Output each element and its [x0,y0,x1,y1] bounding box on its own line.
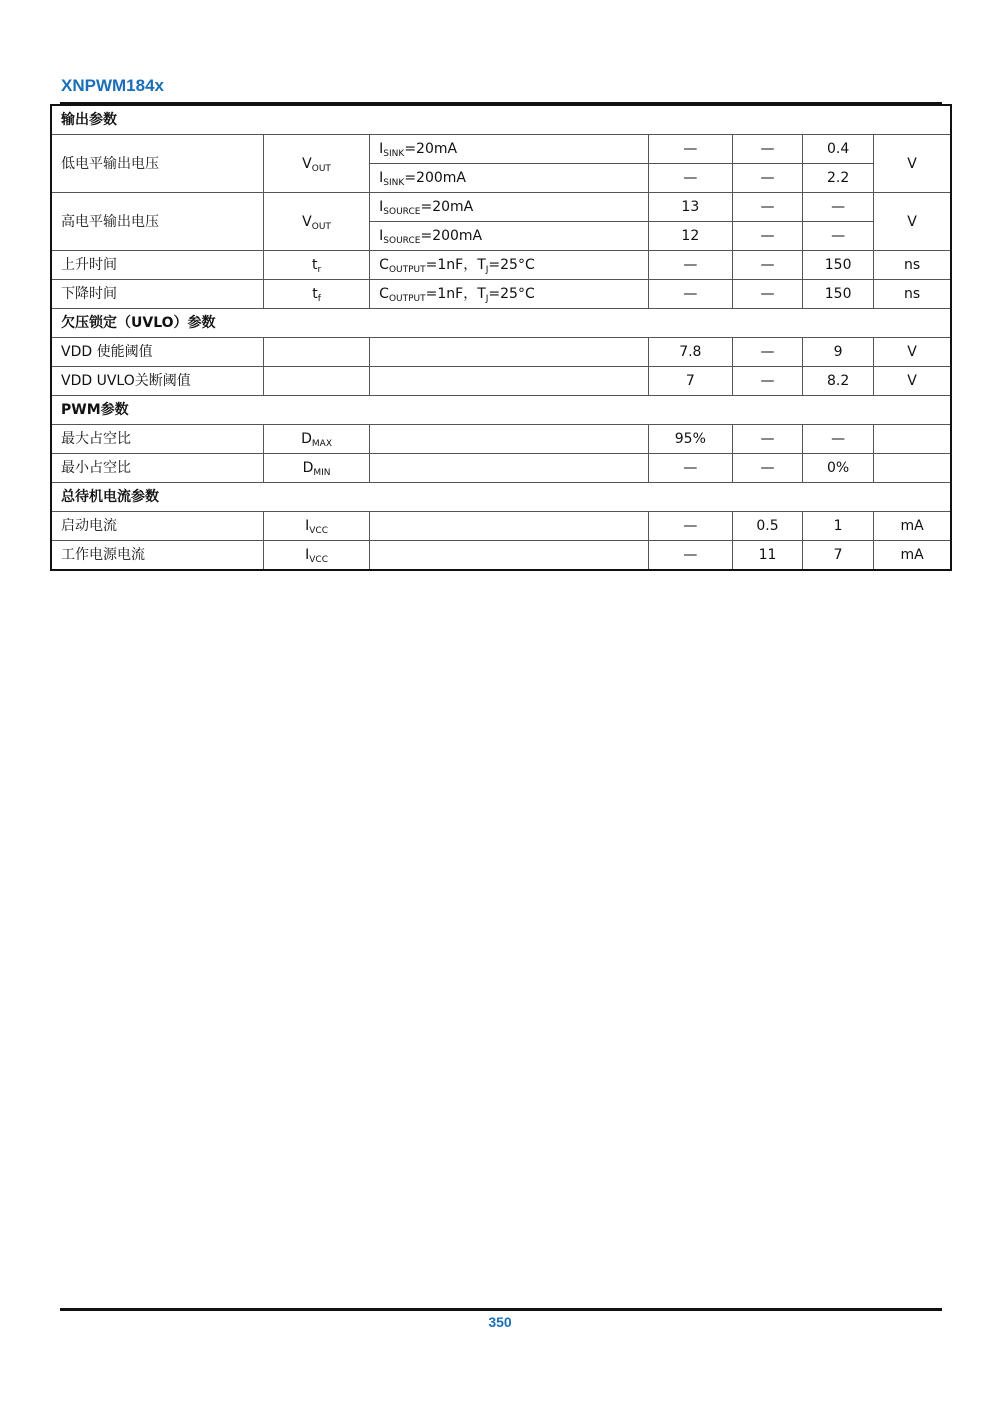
min-value: 7 [648,367,732,396]
param-symbol: $I_{VCC}$ [263,512,369,541]
param-name: VDD 使能阈值 [51,338,263,367]
table-row-tf [51,280,951,309]
max-value: — [803,425,874,454]
min-value: — [648,512,732,541]
test-condition: $I_{SOURCE}=200mA$ [370,222,649,251]
max-value: — [803,222,874,251]
table-row-voh-1 [51,193,951,222]
max-value: 150 [803,280,874,309]
param-name: 低电平输出电压 [51,135,263,193]
max-value: 2.2 [803,164,874,193]
unit: V [874,193,951,251]
typ-value: — [732,164,802,193]
section-title: 总待机电流参数 [51,483,951,512]
test-condition [370,425,649,454]
max-value: 1 [803,512,874,541]
min-value: — [648,541,732,571]
max-value: 7 [803,541,874,571]
electrical-characteristics-table [50,104,952,571]
table-row-vol-1 [51,135,951,164]
param-name: 上升时间 [51,251,263,280]
section-row-output [51,105,951,135]
page-number: 350 [488,1314,512,1330]
typ-value: 11 [732,541,802,571]
section-title: 欠压锁定（UVLO）参数 [51,309,951,338]
test-condition: $I_{SOURCE}=20mA$ [370,193,649,222]
test-condition: $I_{SINK}=200mA$ [370,164,649,193]
typ-value: — [732,193,802,222]
max-value: 150 [803,251,874,280]
max-value: — [803,193,874,222]
min-value: — [648,164,732,193]
param-name: 最小占空比 [51,454,263,483]
min-value: 12 [648,222,732,251]
min-value: — [648,135,732,164]
param-symbol: $t_f$ [263,280,369,309]
param-name: 启动电流 [51,512,263,541]
test-condition [370,338,649,367]
typ-value: — [732,135,802,164]
unit [874,454,951,483]
param-symbol: $t_r$ [263,251,369,280]
param-name: 下降时间 [51,280,263,309]
section-title: PWM参数 [51,396,951,425]
table-row-dmin [51,454,951,483]
test-condition [370,512,649,541]
table-row-dmax [51,425,951,454]
param-name: VDD UVLO关断阈值 [51,367,263,396]
typ-value: — [732,367,802,396]
typ-value: — [732,222,802,251]
section-row-pwm [51,396,951,425]
test-condition: $I_{SINK}=20mA$ [370,135,649,164]
min-value: — [648,454,732,483]
param-symbol [263,338,369,367]
param-symbol: $V_{OUT}$ [263,193,369,251]
unit: V [874,367,951,396]
document-title: XNPWM184x [61,76,164,95]
table-row-istart [51,512,951,541]
unit: ns [874,251,951,280]
typ-value: — [732,251,802,280]
test-condition [370,454,649,483]
table-row-iop [51,541,951,571]
param-symbol: $D_{MAX}$ [263,425,369,454]
table-row-vdd-on [51,338,951,367]
unit [874,425,951,454]
param-name: 工作电源电流 [51,541,263,571]
test-condition [370,541,649,571]
max-value: 9 [803,338,874,367]
param-symbol: $D_{MIN}$ [263,454,369,483]
min-value: — [648,251,732,280]
max-value: 0% [803,454,874,483]
max-value: 0.4 [803,135,874,164]
typ-value: 0.5 [732,512,802,541]
test-condition [370,367,649,396]
typ-value: — [732,280,802,309]
unit: V [874,338,951,367]
table-row-vdd-off [51,367,951,396]
param-name: 最大占空比 [51,425,263,454]
unit: V [874,135,951,193]
typ-value: — [732,454,802,483]
typ-value: — [732,338,802,367]
section-row-uvlo [51,309,951,338]
param-symbol: $V_{OUT}$ [263,135,369,193]
min-value: 95% [648,425,732,454]
typ-value: — [732,425,802,454]
min-value: — [648,280,732,309]
test-condition: $C_{OUTPUT}=1nF$，$T_J=25^\circ C$ [370,280,649,309]
min-value: 7.8 [648,338,732,367]
unit: mA [874,541,951,571]
unit: mA [874,512,951,541]
param-symbol [263,367,369,396]
table-row-tr [51,251,951,280]
unit: ns [874,280,951,309]
section-row-standby [51,483,951,512]
max-value: 8.2 [803,367,874,396]
min-value: 13 [648,193,732,222]
test-condition: $C_{OUTPUT}=1nF$，$T_J=25^\circ C$ [370,251,649,280]
section-title: 输出参数 [51,105,951,135]
footer-rule [60,1308,942,1311]
param-symbol: $I_{VCC}$ [263,541,369,571]
param-name: 高电平输出电压 [51,193,263,251]
